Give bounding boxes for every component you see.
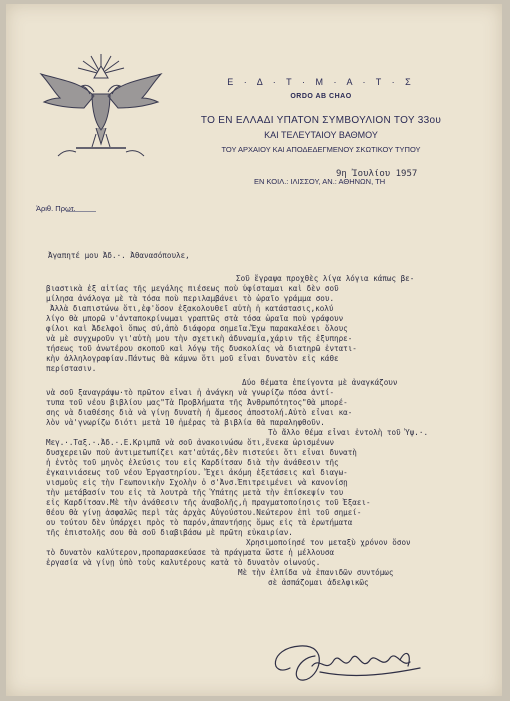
letter-line: τήσεως τοῦ ἀνωτέρου σκοποῦ καὶ λόγῳ τῆς δυσκολίας νὰ διατηρῶ ἐντατι- — [46, 344, 357, 353]
letter-line: τυπα τοῦ νέου βιβλίου μας"Τὰ Προβλήματα τῆς Ἀνθρωπότητος"θὰ μπορέ- — [46, 398, 348, 407]
letter-line: φίλοι καὶ Ἀδελφοὶ ὅπως σύ,ἀπὸ διάφορα σημεῖα.Ἔχω παρακαλέσει ὅλους — [46, 324, 348, 333]
handwritten-signature — [260, 638, 430, 688]
letter-body — [46, 251, 494, 588]
letter-line: νὰ σοῦ ξαναγράψω·τὸ πρῶτον εἶναι ἡ ἀνάγκη νὰ γνωρίζω πόσα ἀντί- — [46, 388, 335, 397]
letter-line: εἰς Καρδίτσαν.Μὲ τὴν ἀνάθεσιν τῆς ἀναβολῆς,ἡ πραγματοποίησις τοῦ Ἐξαει- — [46, 498, 371, 507]
letter-line: Μὲ τὴν ἐλπίδα νὰ ἐπανιδῶν συντόμως — [238, 568, 394, 577]
double-headed-eagle-emblem — [36, 52, 166, 164]
letter-line: λὸν νὰ'γνωρίζω διότι μετὰ 10 ἡμέρας τὰ βιβλία θὰ παραληφθοῦν. — [46, 418, 325, 427]
letter-line: σὲ ἀσπάζομαι ἀδελφικῶς — [268, 578, 369, 587]
letter-line: τὸ δυνατὸν καλύτερον,προπαρασκεύασε τὰ πράγματα ὥστε ἡ μέλλουσα — [46, 548, 335, 557]
letterhead-initials: Ε · Δ · Τ · Μ · Α · Τ · Σ — [227, 77, 415, 87]
letter-line: μίλησα ἀνάλογα μὲ τὰ τόσα ποὺ περιλαμβάνει τὸ ὡραῖο γράμμα σου. — [46, 294, 335, 303]
letter-line: βιαστικὰ ἐξ αἰτίας τῆς μεγάλης πιέσεως ποὺ ὑφίσταμαι καὶ δὲν σοῦ — [46, 284, 339, 293]
letter-line: Ἀλλὰ διαπιστώνω ὅτι,ἐφ'ὅσον ἐξακολουθεῖ αὐτὴ ἡ κατάστασις,κολύ — [50, 304, 334, 313]
letter-line: θέου θὰ γίνῃ ἀσφαλῶς περὶ τὰς ἀρχὰς Αὐγούστου.Νεώτερον ἐπὶ τοῦ σημεί- — [46, 508, 362, 517]
letter-line: ἡ ἐντὸς τοῦ μηνὸς ἐλεύσις του εἰς Καρδίτσαν διὰ τὴν ἀνάθεσιν τῆς — [46, 458, 339, 467]
reference-number-line — [66, 211, 96, 212]
letter-line: λίγο θὰ μπορῶ ν'ἀνταποκρίνωμαι γραπτῶς στὰ τόσα ὡραῖα ποὺ γράφουν — [46, 314, 344, 323]
letter-line: τῆς ἐπιστολῆς σου θὰ σοῦ διαβιβάσω μὲ πρῶτη εὐκαιρίαν. — [46, 528, 293, 537]
letter-line: σης νὰ διαθέσης διὰ νὰ γίνῃ δυνατὴ ἡ ἄμεσος ἀποστολή.Αὐτὸ εἶναι κα- — [46, 408, 353, 417]
letter-line: τὴν μετάβασίν του εἰς τὰ λουτρὰ τῆς Ὑπάτης μετὰ τὴν ἐπίσκεψίν του — [46, 488, 344, 497]
letterhead-motto: ORDO AB CHAO — [290, 93, 352, 100]
letter-line: ἐργασία νὰ γίνῃ ὑπὸ τοὺς καλυτέρους κατὰ τὸ δυνατὸν οἰωνούς. — [46, 558, 321, 567]
letter-line: Χρησιμοποίησέ τον μεταξὺ χρόνον ὅσον — [246, 538, 411, 547]
salutation: Ἀγαπητέ μου Ἀδ.·. Ἀθανασόπουλε, — [48, 251, 190, 260]
reference-number-label: Ἀριθ. Πρωτ. — [36, 204, 76, 213]
letterhead-council: ΤΟ ΕΝ ΕΛΛΑΔΙ ΥΠΑΤΟΝ ΣΥΜΒΟΥΛΙΟΝ ΤΟΥ 33ου — [200, 115, 442, 126]
letter-page — [6, 4, 502, 696]
letter-line: ου τούτου δὲν ὑπάρχει πρὸς τὸ παρόν,ἀπαντήσῃς ὅμως εἰς τὰ ἐρωτήματα — [46, 518, 353, 527]
letter-line: περίστασιν. — [46, 364, 97, 373]
letter-line: Δύο θέματα ἐπείγοντα μὲ ἀναγκάζουν — [242, 378, 398, 387]
letter-line: νισμοὺς εἰς τὴν Γεωπονικὴν Σχολὴν ὁ σ'Ἀνσ.Ἐπιτρειμένει νὰ κανονίσῃ — [46, 478, 348, 487]
letter-line: Σοῦ ἔγραψα προχθὲς λίγα λόγια κάπως βε- — [236, 274, 415, 283]
letter-line: κὴν ἀλληλογραφίαν.Πάντως θὰ κάμνω ὅτι μοῦ εἶναι δυνατὸν εἰς κάθε — [46, 354, 339, 363]
letterhead-degree: ΚΑΙ ΤΕΛΕΥΤΑΙΟΥ ΒΑΘΜΟΥ — [264, 130, 378, 140]
letter-line: Τὸ ἄλλο θέμα εἶναι ἐντολὴ τοῦ Ὑψ.·. — [268, 428, 429, 437]
letterhead-place: ΕΝ ΚΟΙΛ.: ΙΛΙΣΣΟΥ, ΑΝ.: ΑΘΗΝΩΝ, ΤΗ — [254, 177, 386, 186]
letter-line: δυσχερειῶν ποὺ ἀντιμετωπίζει κατ'αὐτάς,δὲν πιστεύει ὅτι εἶναι δυνατὴ — [46, 448, 357, 457]
letterhead-rite: ΤΟΥ ΑΡΧΑΙΟΥ ΚΑΙ ΑΠΟΔΕΔΕΓΜΕΝΟΥ ΣΚΩΤΙΚΟΥ ΤΥΠΟΥ — [221, 145, 421, 154]
letter-line: νὰ μὲ συγχωροῦν γι'αὐτὴ μου τὴν σχετικὴ ἀδυναμία,χάριν τῆς ἐξυπηρε- — [46, 334, 353, 343]
handwritten-date: 9η Ἰουλίου 1957 — [336, 169, 418, 179]
letter-line: ἐγκαινιάσεως τοῦ νέου Ἐργαστηρίου. Ἔχει ἀκόμη ἐξετάσεις καὶ διαγω- — [46, 468, 348, 477]
letter-line: Μεγ.·.Ταξ.·.Ἀδ.·.Ε.Κριμπᾶ νὰ σοῦ ἀνακοινώσω ὅτι,ἕνεκα ὡρισμένων — [46, 438, 335, 447]
